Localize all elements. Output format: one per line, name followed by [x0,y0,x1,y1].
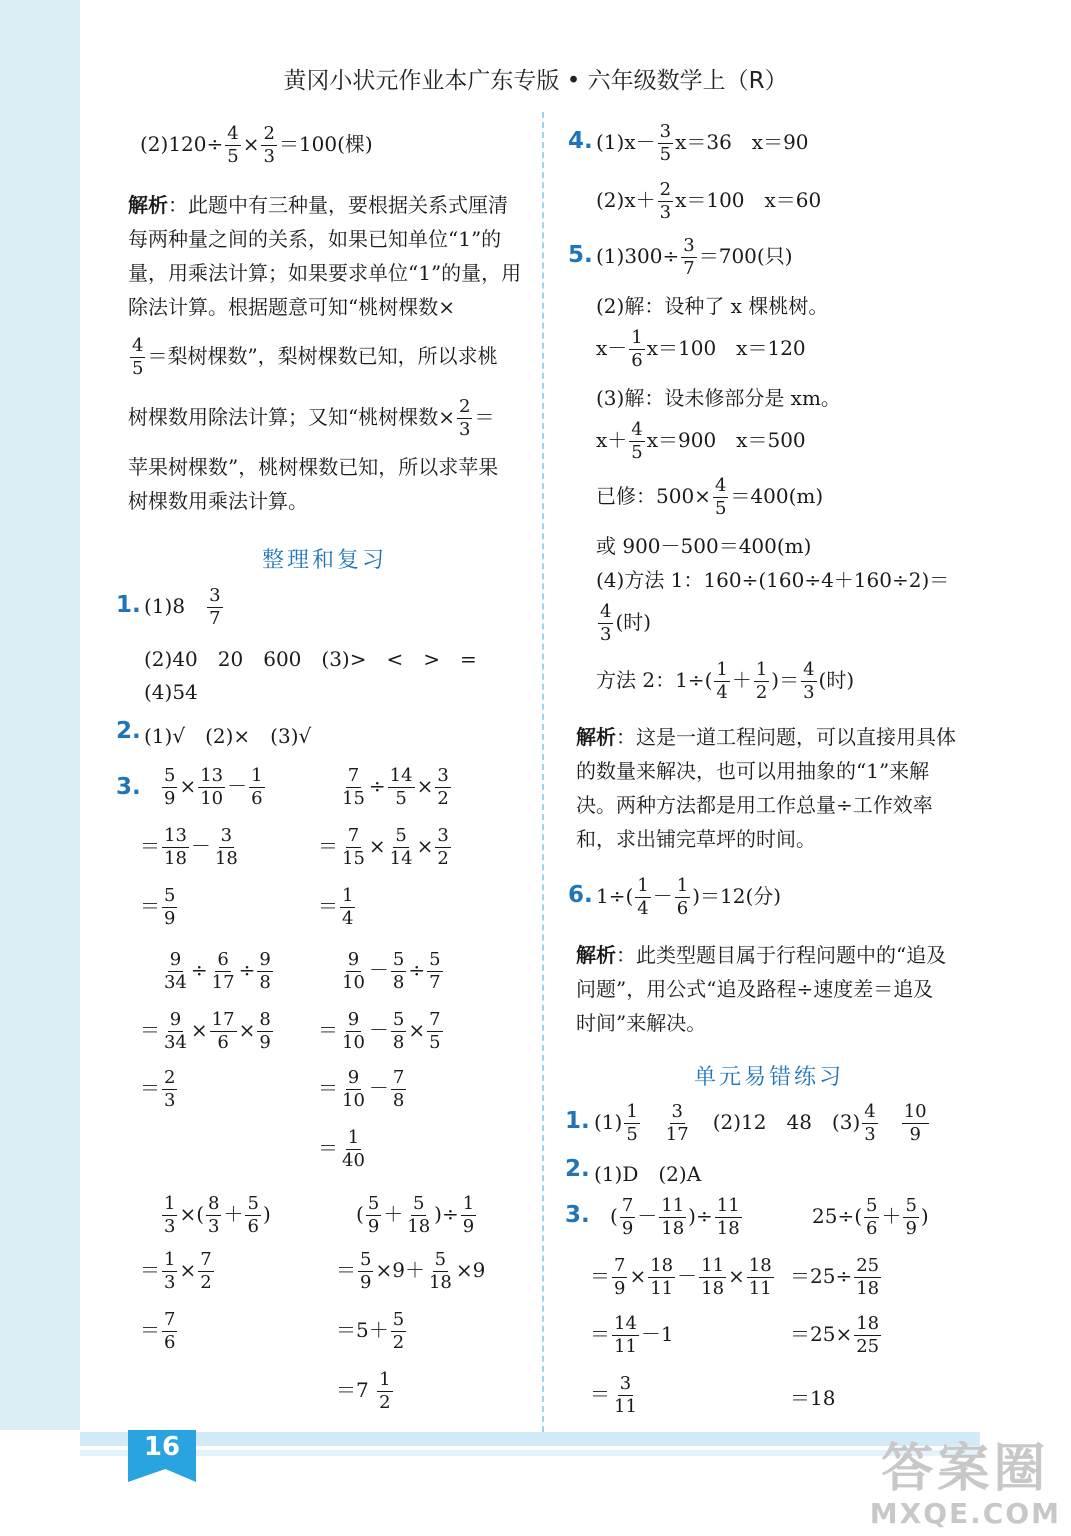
q2-number: 2. [116,718,141,744]
page-number: 16 [143,1432,181,1462]
q5-line8: (4)方法 1：160÷(160÷4＋160÷2)＝ [596,568,950,592]
calc-f-l2: ＝ $\frac{5}{9}$ ×9＋ $\frac{5}{18}$ ×9 [336,1249,486,1293]
q1-line1: (1)8 $\frac{3}{7}$ [144,585,221,629]
calc-b-l2: ＝ $\frac{7}{15}$ × $\frac{5}{14}$ × $\frac{3}{2}$ [318,825,449,869]
e1-number: 1. [565,1108,590,1134]
e3a-l1: ( $\frac{7}{9}$ － $\frac{11}{18}$ )÷ $\frac{11}{18}$ [610,1195,740,1239]
e3b-l4: ＝18 [790,1386,836,1410]
q5-line4: (3)解：设未修部分是 xm。 [596,386,841,410]
q5-line6: 已修：500× $\frac{4}{5}$ ＝400(m) [596,475,824,519]
q5-line10: 方法 2：1÷( $\frac{1}{4}$ ＋ $\frac{1}{2}$ )＝ $\frac{4}{3}$ (时) [596,659,855,703]
calc-d-l3: ＝ $\frac{9}{10}$ － $\frac{7}{8}$ [318,1067,405,1111]
analysis-1-end: 苹果树棵数”，桃树棵数已知，所以求苹果 树棵数用乘法计算。 [128,455,499,513]
q1-line3: (4)54 [144,680,198,704]
column-divider [542,112,544,1432]
bottom-decoration [80,1428,980,1468]
e1-line: (1) $\frac{1}{5}$ $\frac{3}{17}$ (2)12 48 (3) $\frac{4}{3}$ $\frac{10}{9}$ [594,1101,927,1145]
e2-number: 2. [565,1156,590,1182]
e3b-l3: ＝25× $\frac{18}{25}$ [790,1313,880,1357]
calc-a-l3: ＝ $\frac{5}{9}$ [140,885,176,929]
page-header: 黄冈小状元作业本广东专版 • 六年级数学上（R） [283,68,788,94]
e3a-l3: ＝ $\frac{14}{11}$ －1 [590,1313,674,1357]
calc-b-l3: ＝ $\frac{1}{4}$ [318,885,354,929]
analysis-3: 解析：此类型题目属于行程问题中的“追及 问题”，用公式“追及路程÷速度差＝追及 时间”来解决。 [576,943,947,1035]
q5-line1: (1)300÷ $\frac{3}{7}$ ＝700(只) [596,235,793,279]
calc-e-l2: ＝ $\frac{1}{3}$ × $\frac{7}{2}$ [140,1249,212,1293]
calc-a-l2: ＝ $\frac{13}{18}$ － $\frac{3}{18}$ [140,825,238,869]
left-margin-strip [0,0,80,1430]
calc-d-l2: ＝ $\frac{9}{10}$ － $\frac{5}{8}$ × $\frac{7}{5}$ [318,1009,441,1053]
analysis-2: 解析：这是一道工程问题，可以直接用具体 的数量来解决，也可以用抽象的“1”来解 决。两种方法都是用工作总量÷工作效率 和，求出铺完草坪的时间。 [576,725,956,851]
q5-line9: $\frac{4}{3}$ (时) [600,601,652,645]
q5-line3: x－ $\frac{1}{6}$ x＝100 x＝120 [596,327,806,371]
calc-a-l1: $\frac{5}{9}$ × $\frac{13}{10}$ － $\frac{1}{6}$ [164,765,263,809]
calc-f-l3: ＝5＋ $\frac{5}{2}$ [336,1309,405,1353]
e3a-l2: ＝ $\frac{7}{9}$ × $\frac{18}{11}$ － $\frac{11}{18}$ × $\frac{18}{11}$ [590,1255,772,1299]
watermark: 答案圈 MXQE.COM [869,1439,1061,1530]
e3a-l4: ＝ $\frac{3}{11}$ [590,1373,637,1417]
analysis-1-line6: 树棵数用除法计算；又知“桃树棵数× $\frac{2}{3}$ ＝ [128,396,495,440]
e3b-l1: 25÷( $\frac{5}{6}$ ＋ $\frac{5}{9}$ ) [812,1195,929,1239]
calc-e-l3: ＝ $\frac{7}{6}$ [140,1309,176,1353]
q5-line2: (2)解：设种了 x 棵桃树。 [596,294,829,318]
prev-answer-2: (2)120÷ $\frac{4}{5}$ × $\frac{2}{3}$ ＝100(棵) [140,123,373,167]
calc-c-l1: $\frac{9}{34}$ ÷ $\frac{6}{17}$ ÷ $\frac{9}{8}$ [164,949,271,993]
q1-line2: (2)40 20 600 (3)> < > = [144,647,477,671]
calc-c-l2: ＝ $\frac{9}{34}$ × $\frac{17}{6}$ × $\frac{8}{9}$ [140,1009,271,1053]
e3b-l2: ＝25÷ $\frac{25}{18}$ [790,1255,880,1299]
q4-number: 4. [568,128,593,154]
q4-line1: (1)x－ $\frac{3}{5}$ x＝36 x＝90 [596,121,809,165]
q1-number: 1. [116,592,141,618]
q2-answers: (1)√ (2)× (3)√ [144,724,312,748]
q5-line7: 或 900－500＝400(m) [596,534,812,558]
calc-e-l1: $\frac{1}{3}$ ×( $\frac{8}{3}$ ＋ $\frac{5}{6}$ ) [164,1193,271,1237]
e3-number: 3. [565,1202,590,1228]
q4-line2: (2)x＋ $\frac{2}{3}$ x＝100 x＝60 [596,179,822,223]
analysis-1-line5: $\frac{4}{5}$ ＝梨树棵数”，梨树棵数已知，所以求桃 [132,335,498,379]
calc-c-l3: ＝ $\frac{2}{3}$ [140,1067,176,1111]
q5-line5: x＋ $\frac{4}{5}$ x＝900 x＝500 [596,419,806,463]
calc-f-l4: ＝7 $\frac{1}{2}$ [336,1369,391,1413]
calc-d-l4: ＝ $\frac{1}{40}$ [318,1127,365,1171]
calc-d-l1: $\frac{9}{10}$ － $\frac{5}{8}$ ÷ $\frac{5}{7}$ [342,949,441,993]
q5-number: 5. [568,242,593,268]
q3-number: 3. [116,774,141,800]
e2-answers: (1)D (2)A [594,1162,702,1186]
calc-f-l1: ( $\frac{5}{9}$ ＋ $\frac{5}{18}$ )÷ $\frac{1}{9}$ [356,1193,475,1237]
analysis-1: 解析：此题中有三种量，要根据关系式厘清 每两种量之间的关系，如果已知单位“1”的 量，用乘法计算；如果要求单位“1”的量，用 除法计算。根据题意可知“桃树棵数× [128,193,522,319]
q6-number: 6. [568,882,593,908]
q6-line: 1÷( $\frac{1}{4}$ － $\frac{1}{6}$ )＝12(分) [596,875,782,919]
section-title-errors: 单元易错练习 [694,1065,845,1090]
section-title-review: 整理和复习 [262,548,388,573]
calc-b-l1: $\frac{7}{15}$ ÷ $\frac{14}{5}$ × $\frac{3}{2}$ [342,765,449,809]
